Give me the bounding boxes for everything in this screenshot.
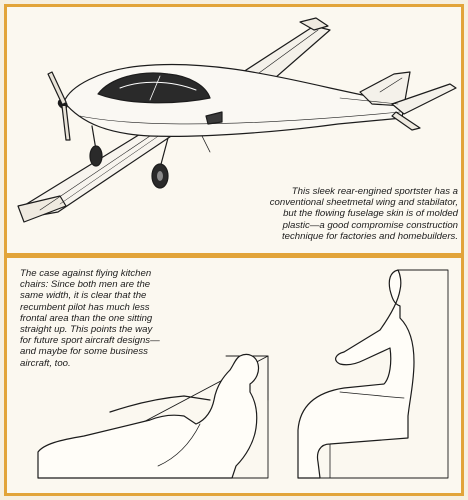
pilot-comparison-caption: The case against flying kitchen chairs: Since both men are the same width, it is clear that the recumbent pilot has much less frontal area than the one sitting straight up. This points the way for future sport aircraft designs—and maybe for some business aircraft, too. (20, 268, 160, 369)
recumbent-pilot-drawing (38, 354, 268, 478)
upright-pilot-drawing (298, 270, 448, 478)
aircraft-caption: This sleek rear-engined sportster has a conventional sheetmetal wing and stabilator, but the flowing fuselage skin is of molded plastic—a good compromise construction technique for factories and homebuilders. (269, 186, 458, 242)
